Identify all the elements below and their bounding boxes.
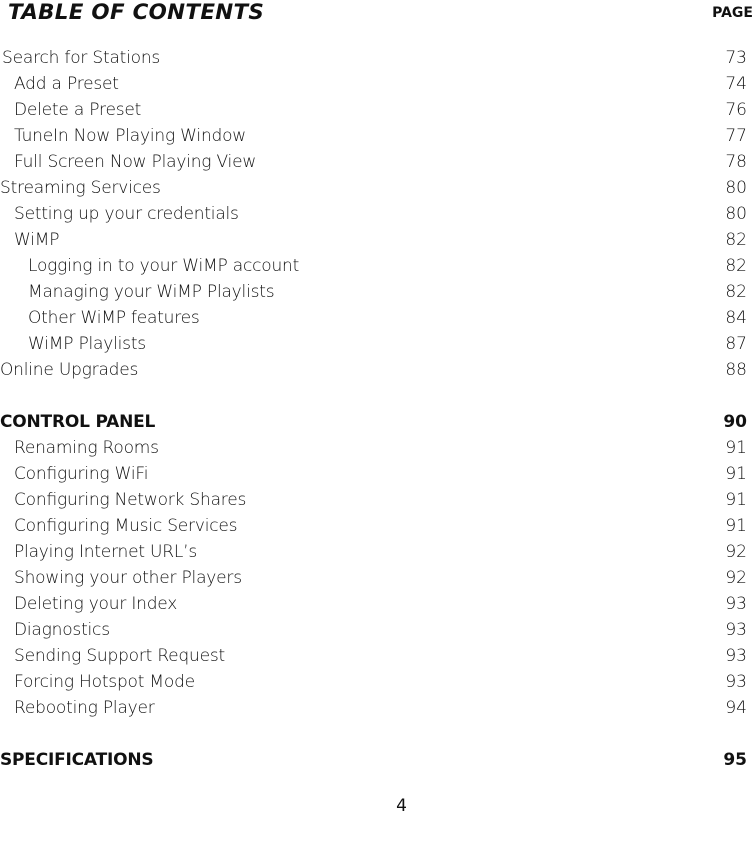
toc-entry[interactable] (0, 591, 753, 617)
toc-entry-label: Renaming Rooms (14, 438, 159, 458)
toc-entry-label: Streaming Services (0, 178, 161, 198)
toc-header (0, 0, 753, 30)
toc-entry-page: 84 (725, 308, 747, 328)
toc-section-page: 95 (723, 750, 747, 770)
toc-entry-label: Rebooting Player (14, 698, 155, 718)
toc-entry[interactable] (0, 695, 753, 721)
toc-entry[interactable] (0, 357, 753, 383)
toc-entry-label: Full Screen Now Playing View (14, 152, 257, 172)
toc-entry-label: Sending Support Request (14, 646, 225, 666)
toc-entry-page: 93 (725, 646, 747, 666)
toc-entry-label: Conﬁguring Music Services (14, 516, 238, 536)
toc-entry[interactable] (0, 201, 753, 227)
toc-entry[interactable] (0, 565, 753, 591)
toc-entry[interactable] (0, 253, 753, 279)
toc-section-heading: SPECIFICATIONS (0, 750, 154, 770)
toc-entry-page: 78 (725, 152, 747, 172)
toc-entry[interactable] (0, 123, 753, 149)
toc-entry[interactable] (0, 331, 753, 357)
toc-entry[interactable] (0, 45, 753, 71)
toc-entry-label: Online Upgrades (0, 360, 139, 380)
toc-entry-label: Add a Preset (14, 74, 119, 94)
toc-entry[interactable] (0, 617, 753, 643)
page-number (0, 796, 753, 816)
toc-entry[interactable] (0, 513, 753, 539)
toc-entry-page: 76 (725, 100, 747, 120)
toc-entry-page: 80 (725, 204, 747, 224)
toc-entry-label: Showing your other Players (14, 568, 242, 588)
toc-entry-label: Diagnostics (14, 620, 110, 640)
toc-entry[interactable] (0, 175, 753, 201)
toc-entry-label: Logging in to your WiMP account (28, 256, 300, 276)
toc-section-specifications[interactable] (0, 747, 753, 773)
toc-entry-page: 82 (725, 256, 747, 276)
toc-entry-page: 91 (725, 438, 747, 458)
toc-entry[interactable] (0, 305, 753, 331)
toc-entry-page: 74 (725, 74, 747, 94)
toc-entry-label: Delete a Preset (14, 100, 142, 120)
toc-entry-page: 93 (725, 594, 747, 614)
toc-entry[interactable] (0, 669, 753, 695)
toc-entry-label: Conﬁguring Network Shares (14, 490, 247, 510)
toc-entry-page: 91 (725, 464, 747, 484)
toc-entry-label: Deleting your Index (14, 594, 178, 614)
toc-entry[interactable] (0, 71, 753, 97)
toc-entry-label: WiMP (14, 230, 60, 250)
toc-entry-page: 93 (725, 620, 747, 640)
toc-entry[interactable] (0, 435, 753, 461)
toc-entry-label: Playing Internet URL’s (14, 542, 198, 562)
toc-entry[interactable] (0, 97, 753, 123)
toc-entry-page: 87 (725, 334, 747, 354)
toc-entry[interactable] (0, 227, 753, 253)
page-column-label: PAGE (712, 5, 753, 21)
toc-entry[interactable] (0, 149, 753, 175)
toc-entry-label: Setting up your credentials (14, 204, 239, 224)
toc-entry-label: WiMP Playlists (28, 334, 146, 354)
toc-entry-label: TuneIn Now Playing Window (14, 126, 247, 146)
toc-entry-page: 92 (725, 542, 747, 562)
toc-section-page: 90 (723, 412, 747, 432)
toc-entry-label: Other WiMP features (28, 308, 200, 328)
toc-entry[interactable] (0, 643, 753, 669)
toc-entry-label: Forcing Hotspot Mode (14, 672, 195, 692)
table-of-contents (0, 45, 753, 773)
toc-entry[interactable] (0, 279, 753, 305)
toc-section-control-panel[interactable] (0, 409, 753, 435)
toc-entry[interactable] (0, 539, 753, 565)
toc-entry-page: 73 (725, 48, 747, 68)
toc-entry-label: Search for Stations (2, 48, 161, 68)
toc-entry-page: 94 (725, 698, 747, 718)
toc-entry-page: 82 (725, 282, 747, 302)
toc-entry-page: 92 (725, 568, 747, 588)
toc-entry-page: 80 (725, 178, 747, 198)
toc-entry-page: 77 (725, 126, 747, 146)
toc-entry-page: 91 (725, 516, 747, 536)
toc-entry-page: 82 (725, 230, 747, 250)
toc-entry[interactable] (0, 461, 753, 487)
page-number-text: 4 (396, 796, 407, 816)
toc-title: TABLE OF CONTENTS (8, 0, 265, 24)
toc-entry-page: 88 (725, 360, 747, 380)
toc-entry-page: 91 (725, 490, 747, 510)
toc-entry[interactable] (0, 487, 753, 513)
toc-entry-label: Conﬁguring WiFi (14, 464, 149, 484)
toc-entry-page: 93 (725, 672, 747, 692)
toc-section-heading: CONTROL PANEL (0, 412, 156, 432)
toc-entry-label: Managing your WiMP Playlists (28, 282, 275, 302)
